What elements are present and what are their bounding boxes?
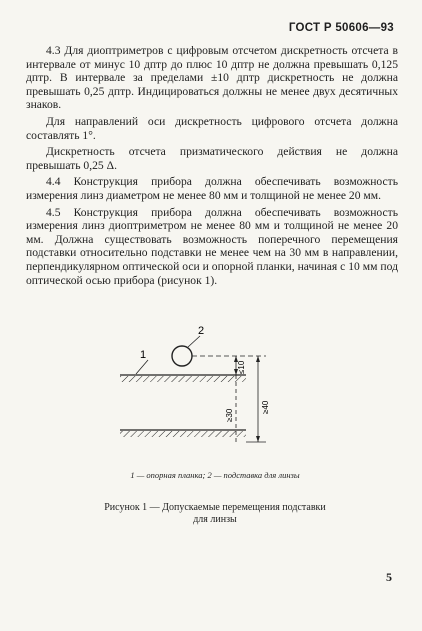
base-hatch: [120, 431, 246, 437]
figure-label-2: 2: [198, 325, 205, 337]
document-body: [26, 44, 398, 287]
paragraph-axis: Для направлений оси дискретность цифрового отсчета должна составлять 1°.: [26, 114, 398, 142]
lens-holder-circle: [172, 346, 192, 366]
dim-label-right: ≥40: [261, 400, 270, 414]
paragraph-4-5: 4.5 Конструкция прибора должна обеспечивать возможность измерения линз диоптриметром не менее 80 мм и толщиной не менее 20 мм. Должна существовать возможность поперечного перемещения подставки относительно подставки не менее чем на 30 мм в направлении, перпендикулярном оптической оси и опорной планки, начиная с 10 мм под оптической осью прибора (рисунок 1).: [26, 205, 398, 287]
support-plate-hatch: [120, 376, 246, 382]
figure-1-drawing: [118, 322, 318, 467]
dim-label-top: ≤10: [237, 360, 246, 374]
paragraph-4-3: 4.3 Для диоптриметров с цифровым отсчетом дискретность отсчета в интервале от минус 10 дптр до плюс 10 дптр не должна превышать 0,125 дптр. В интервале за пределами ±10 дптр дискретность не должна превышать 0,25 дптр. Индицироваться должны не менее двух десятичных знаков.: [26, 44, 398, 112]
figure-caption: Рисунок 1 — Допускаемые перемещения подставки для линзы: [104, 502, 326, 525]
paragraph-prism: Дискретность отсчета призматического действия не должна превышать 0,25 Δ.: [26, 145, 398, 172]
figure-legend: 1 — опорная планка; 2 — подставка для линзы: [130, 470, 300, 480]
leader-2: [188, 336, 200, 347]
figure-label-1: 1: [140, 349, 147, 361]
page-number: 5: [386, 570, 392, 584]
figure-1-svg: [118, 322, 318, 462]
leader-1: [136, 360, 148, 374]
standard-header: ГОСТ Р 50606—93: [288, 22, 394, 34]
paragraph-4-4: 4.4 Конструкция прибора должна обеспечивать возможность измерения линз диаметром не менее 80 мм и толщиной не менее 20 мм.: [26, 175, 398, 202]
dim-label-mid: ≥30: [225, 408, 234, 422]
